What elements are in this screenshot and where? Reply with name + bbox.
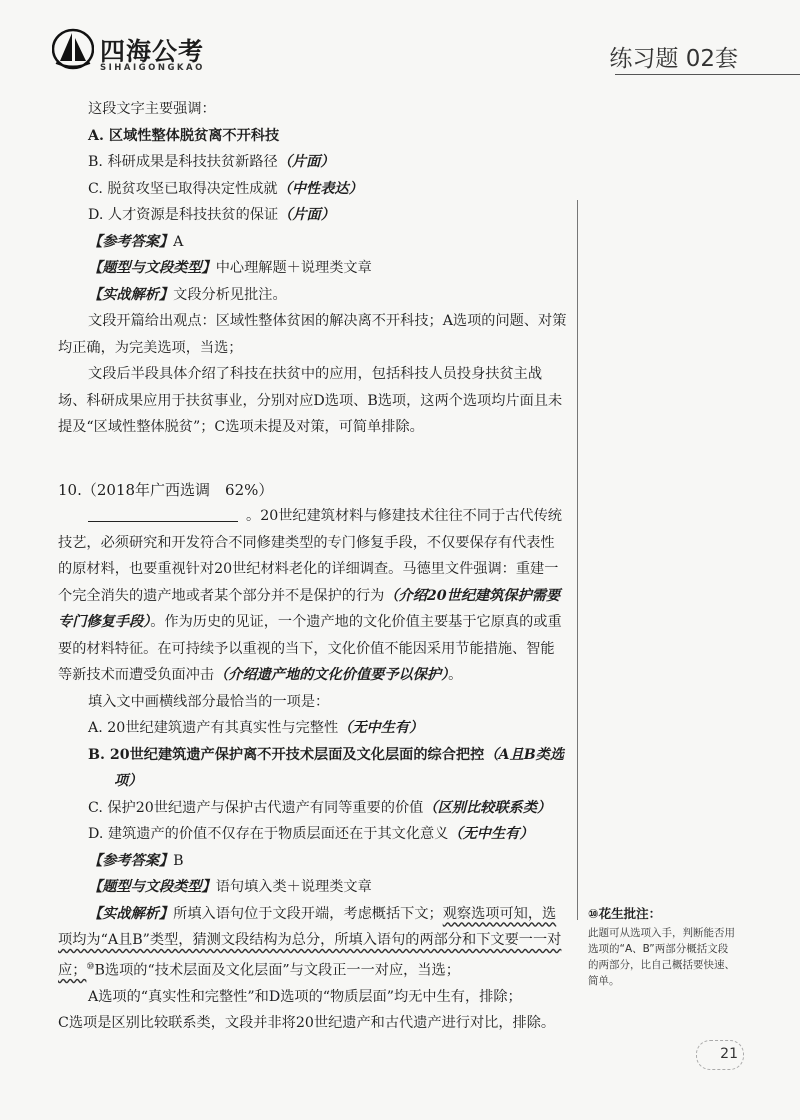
q9-type: 【题型与文段类型】中心理解题＋说理类文章 [88,260,372,276]
margin-divider [577,200,578,920]
q10-analysis: 【实战解析】所填入语句位于文段开端，考虑概括下文；观察选项可知，选项均为“A且B”类型，猜测文段结构为总分，所填入语句的两部分和下文要一一对应；⑩B选项的“技术层面及文化层面”与文段正一一对应，当选； [58,905,562,979]
q10-option-d: D. 建筑遗产的价值不仅存在于物质层面还在于其文化意义（无中生有） [88,826,534,842]
margin-annotation [588,905,738,989]
sailboat-logo-icon [52,28,94,70]
wavy-underlined-text: 观察选项可知，选项均为“A且B”类型，猜测文段结构为总分，所填入语句的两部分和下文要一一对应； [58,905,562,979]
q10-explanation-2: C选项是区别比较联系类，文段并非将20世纪遗产和古代遗产进行对比，排除。 [58,1015,556,1032]
q9-option-c: C. 脱贫攻坚已取得决定性成就（中性表达） [88,180,363,197]
annotation-title: ⑩花生批注： [588,906,662,921]
q10-option-c: C. 保护20世纪遗产与保护古代遗产有同等重要的价值（区别比较联系类） [88,799,552,816]
q9-analysis: 【实战解析】文段分析见批注。 [88,286,287,303]
header-rule [615,74,800,75]
q9-option-d: D. 人才资源是科技扶贫的保证（片面） [88,207,335,223]
fill-in-blank [88,507,238,522]
main-content [58,96,568,1037]
q10-explanation-1: A选项的“真实性和完整性”和D选项的“物质层面”均无中生有，排除； [88,988,522,1005]
q9-explanation-1: 文段开篇给出观点：区域性整体贫困的解决离不开科技；A选项的问题、对策均正确，为完美选项，当选； [58,313,567,356]
q10-passage: 。20世纪建筑材料与修建技术往往不同于古代传统技艺，必须研究和开发符合不同修建类型的专门修复手段，不仅要保存有代表性的原材料，也要重视针对20世纪材料老化的详细调查。马德里文件强调：重建一个完全消失的遗产地或者某个部分并不是保护的行为（介绍20世纪建筑保护需要专门修复手段）。作为历史的见证，一个遗产地的文化价值主要基于它原真的或重要的材料特征。在可持续予以重视的当下，文化价值不能因采用节能措施、智能等新技术而遭受负面冲击（介绍遗产地的文化价值要予以保护）。 [58,508,562,683]
annotation-ref: ⑩ [86,961,95,972]
q9-answer: 【参考答案】A [88,233,184,250]
exercise-set-title: 练习题 02套 [609,46,738,72]
q10-option-a: A. 20世纪建筑遗产有其真实性与完整性（无中生有） [88,720,424,736]
q10-answer: 【参考答案】B [88,852,184,869]
q10-stem: 填入文中画横线部分最恰当的一项是： [88,693,330,710]
brand-name-pinyin: SIHAIGONGKAO [100,63,205,73]
brand-name: 四海公考 [100,37,205,66]
q9-explanation-2: 文段后半段具体介绍了科技在扶贫中的应用，包括科技人员投身扶贫主战场、科研成果应用于扶贫事业，分别对应D选项、B选项，这两个选项均片面且未提及“区域性整体脱贫”；C选项未提及对策，可简单排除。 [58,366,563,435]
annotation-text: 此题可从选项入手，判断能否用选项的“A、B”两部分概括文段的两部分，比自己概括要快速、简单。 [588,927,735,987]
q9-option-a: A. 区域性整体脱贫离不开科技 [88,127,280,144]
page-header [0,0,800,90]
q10-title: 10.（2018年广西选调 62%） [58,480,274,499]
page-number: 21 [720,1046,738,1062]
q10-type: 【题型与文段类型】语句填入类＋说理类文章 [88,879,372,895]
q9-stem: 这段文字主要强调： [88,101,216,117]
q9-option-b: B. 科研成果是科技扶贫新路径（片面） [88,154,335,170]
q10-option-b: B. 20世纪建筑遗产保护离不开技术层面及文化层面的综合把控（A且B类选项） [88,746,565,789]
